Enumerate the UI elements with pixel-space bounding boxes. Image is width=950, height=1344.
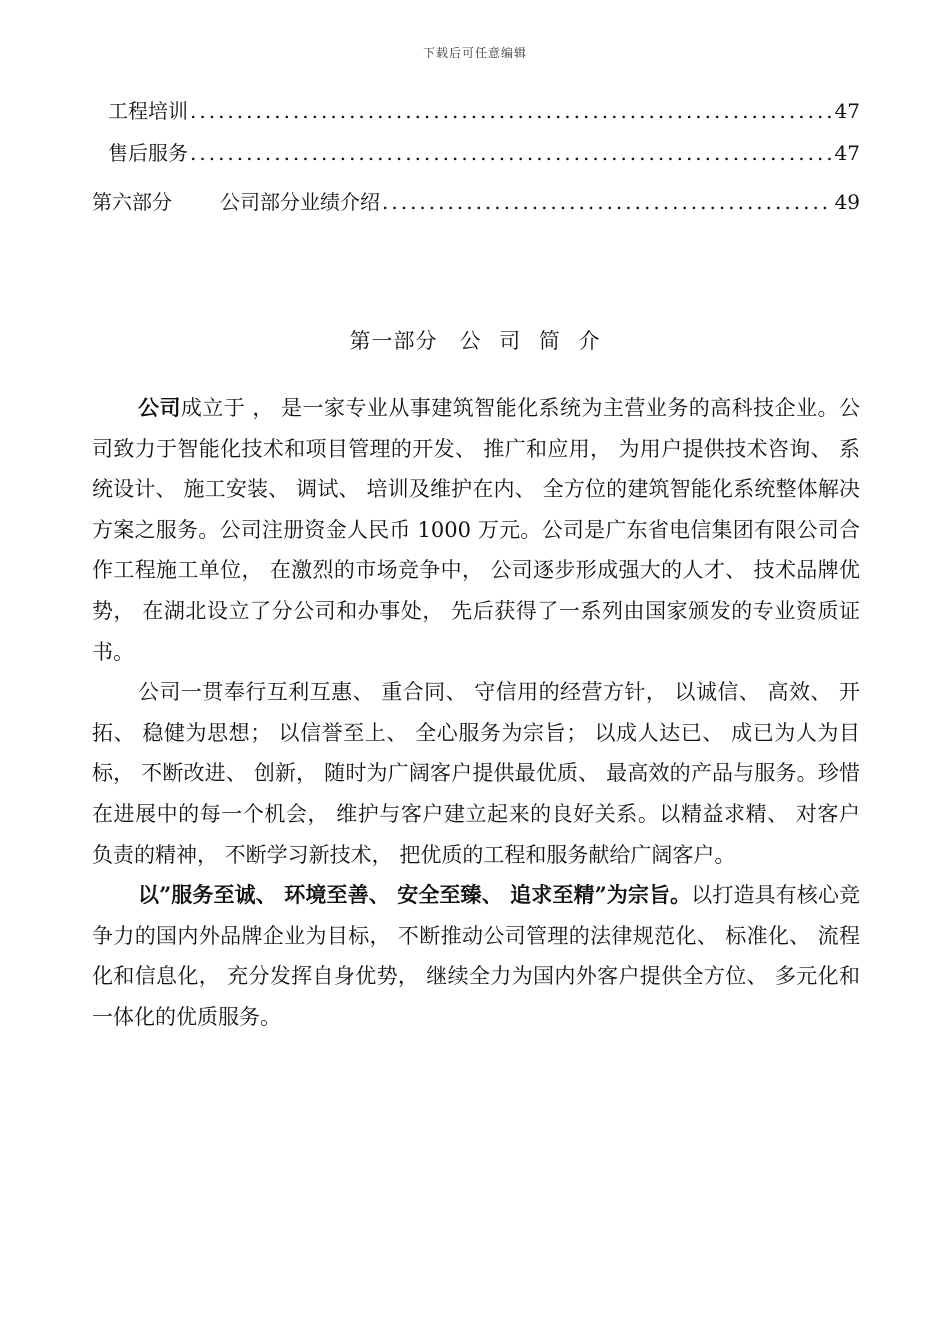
toc-entry-label: 售后服务 <box>108 141 188 165</box>
paragraph-lead-bold: 公司 <box>138 395 181 420</box>
toc-part-label: 第六部分 <box>92 190 172 214</box>
toc-leader-dots <box>382 188 833 216</box>
paragraph-intro <box>92 388 860 672</box>
toc-entry-page: 47 <box>834 141 860 165</box>
paragraph-text: 公司一贯奉行互利互惠、 重合同、 守信用的经营方针， 以诚信、 高效、 开拓、 稳健为思想； 以信誉至上、 全心服务为宗旨； 以成人达已、 成已为人为目标， 不断改进、 创新， 随时为广阔客户提供最优质、 最高效的产品与服务。珍惜在进展中的每一个机会， 维护与客户建立起来的良好关系。以精益求精、 对客户负责的精神， 不断学习新技术， 把优质的工程和服务献给广阔客户。 <box>92 680 860 867</box>
paragraph-lead-bold: 以”服务至诚、 环境至善、 安全至臻、 追求至精”为宗旨。 <box>138 882 692 908</box>
toc-part-title: 公司部分业绩介绍 <box>220 190 380 214</box>
toc-leader-dots <box>190 97 833 125</box>
page-header-note: 下载后可任意编辑 <box>422 46 527 60</box>
paragraph-mission <box>92 875 860 1037</box>
toc-entry-label: 工程培训 <box>108 99 188 123</box>
toc-entry-page: 49 <box>834 190 860 214</box>
body-content <box>92 388 860 1038</box>
toc-entry-training[interactable] <box>108 97 860 125</box>
paragraph-text: 成立于 ， 是一家专业从事建筑智能化系统为主营业务的高科技企业。公司致力于智能化技术和项目管理的开发、 推广和应用， 为用户提供技术咨询、 系统设计、 施工安装、 调试、 培训及维护在内、 全方位的建筑智能化系统整体解决方案之服务。公司注册资金人民币 1000 万元。公司是广东省电信集团有限公司合作工程施工单位， 在激烈的市场竞争中， 公司逐步形成强大的人才、 技术品牌优势， 在湖北设立了分公司和办事处， 先后获得了一系列由国家颁发的专业资质证书。 <box>92 396 860 664</box>
toc-leader-dots <box>190 139 833 167</box>
section-title: 第一部分 公 司 简 介 <box>349 329 601 353</box>
paragraph-principles <box>92 672 860 875</box>
toc-entry-after-sales[interactable] <box>108 139 860 167</box>
paragraph-text: 以打造具有核心竞争力的国内外品牌企业为目标， 不断推动公司管理的法律规范化、 标准化、 流程化和信息化， 充分发挥自身优势， 继续全力为国内外客户提供全方位、 多元化和一体化的优质服务。 <box>92 883 861 1029</box>
toc-entry-part-six[interactable] <box>92 188 860 216</box>
toc-entry-page: 47 <box>834 99 860 123</box>
